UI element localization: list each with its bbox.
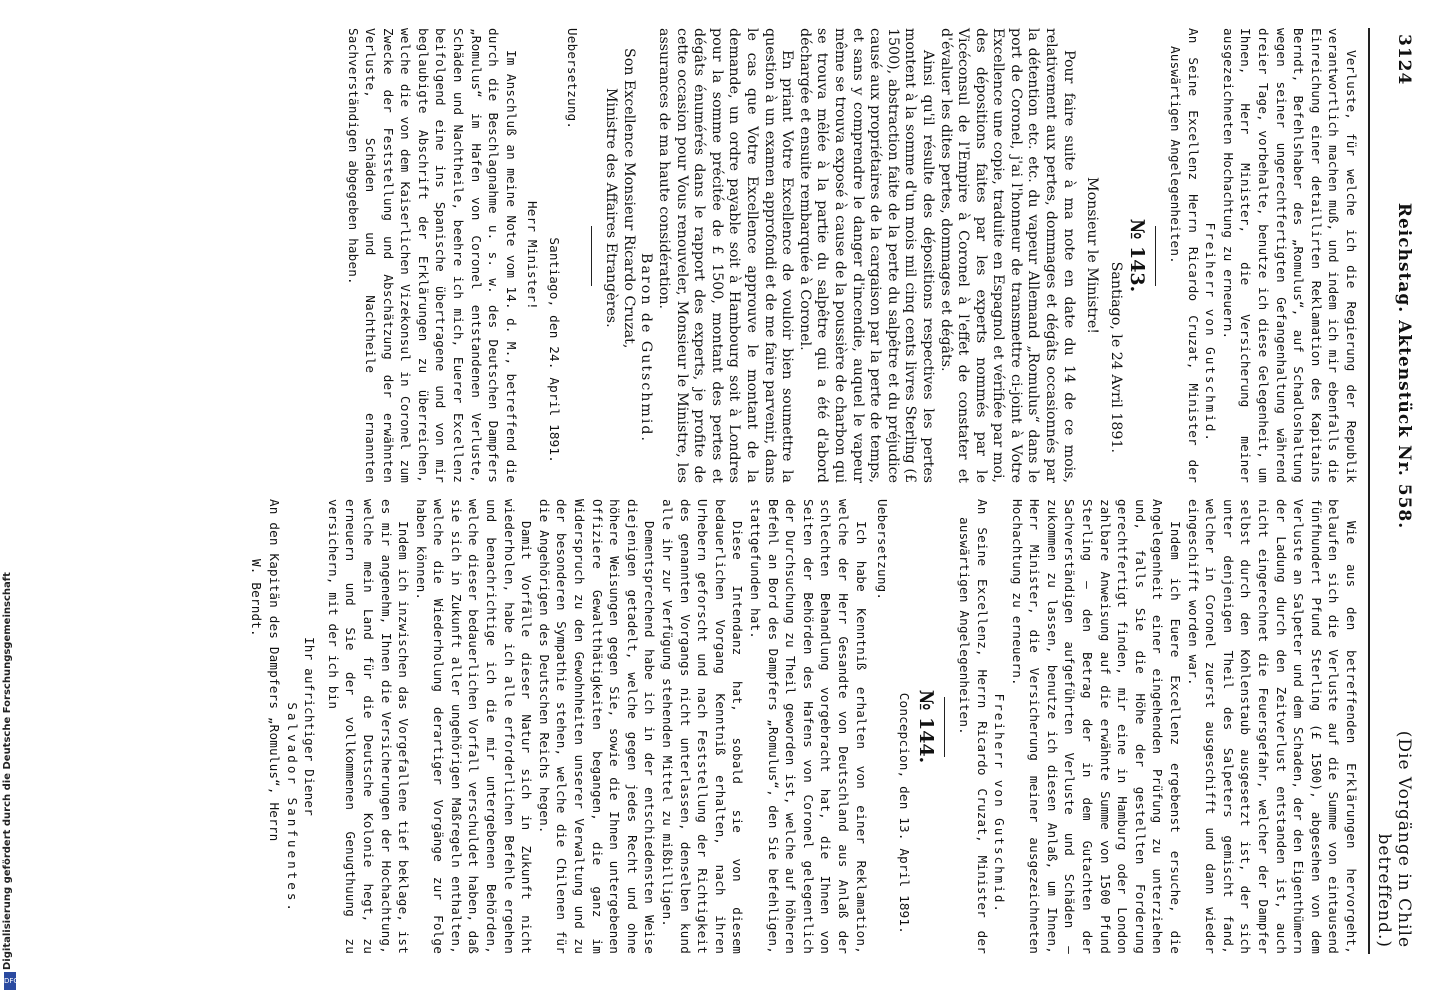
digitization-credit [2,572,19,990]
addressee: An den Kapitän des Dampfers „Romulus“, Herrn [266,499,282,842]
page-header [1372,28,1414,954]
document-number: № 143. [1126,218,1149,293]
translation-heading: Uebersetzung. [875,499,891,601]
page-title: Reichstag. Aktenstück Nr. 558. [1394,202,1414,530]
paragraph: Ich habe Kenntniß erhalten von einer Reklamation, welche der Herr Gesandte von Deutschland aus Anlaß der schlechten Behandlung vorgebracht hat, die Ihnen von Seiten der Behörden des Hafens von Coronel gelegentlich der Durchsuchung zu Theil geworden ist, welche auf höheren Befehl an Bord des Dampfers „Romulus“, den Sie befehligen, stattgefunden hat. [748,499,869,954]
signature: Freiherr von Gutschmid. [992,693,1008,914]
date-line: Concepcion, den 13. April 1891. [896,692,912,934]
paragraph: Ainsi qu'il résulte des dépositions respectives les pertes montent à la somme d'un mois mil cinq cents livres Sterling (£ 1500), abstraction faite de la perte du salpêtre et du préjudice causé aux propriétaires de la cargaison par la perte de temps, et sans y comprendre le danger d'incendie, auquel le vapeur même se trouva exposé à cause de la poussière de charbon qui se trouva mêlée à la partie du salpêtre qui a été d'abord déchargée et ensuite rembarquée à Coronel. [796,28,936,483]
running-head: (Die Vorgänge in Chile betreffend.) [1374,730,1414,948]
text-columns [248,28,1360,954]
paragraph: Indem ich inzwischen das Vorgefallene tief beklage, ist es mir angenehm, Ihnen die Versicherungen der Hochachtung, welche mein Land für die Deutsche Kolonie hegt, zu erneuern und Sie der vollkommenen Genugthuung zu versichern, mit der ich bin [325,499,412,954]
dfg-logo-icon: DFG [4,972,16,990]
paragraph: En priant Votre Excellence de vouloir bien soumettre la question à un examen approfondi et de me faire parvenir, dans le cas que Votre Excellence approuve le montant de la demande, un ordre payable soit à Hambourg soit à Londres pour la somme précitée de £ 1500, montant des pertes et dégâts énumérés dans le rapport des experts, je profite de cette occasion pour Vous renouveler, Monsieur le Ministre, les assurances de ma haute considération. [656,28,796,483]
paragraph: Verluste, für welche ich die Regierung der Republik verantwortlich machen muß, und indem ich mir ebenfalls die Einreichung einer detaillirten Reklamation des Kapitains Berndt, Befehlshaber des „Romulus“, auf Schadloshaltung wegen seiner ungerechtfertigten Gefangenhaltung während dreier Tage, vorbehalte, benutze ich diese Gelegenheit, um Ihnen, Herr Minister, die Versicherung meiner ausgezeichneten Hochachtung zu erneuern. [1220,28,1359,483]
date-line: Santiago, den 24. April 1891. [547,237,563,463]
paragraph: Im Anschluß an meine Note vom 14. d. M., betreffend die durch die Beschlagnahme u. s. w. des Deutschen Dampfers „Romulus“ im Hafen von Coronel entstandenen Verluste, Schäden und Nachtheile, beehre ich mich, Euerer Excellenz beifolgend eine ins Spanische übertragene und von mir beglaubigte Abschrift der Erklärungen zu überreichen, welche die von dem Kaiserlichen Vizekonsul in Coronel zum Zwecke der Feststellung und Abschätzung der erwähnten Verluste, Schäden und Nachtheile ernannten Sachverständigen abgegeben haben. [345,28,519,483]
header-rule [1368,28,1370,954]
right-column [248,499,1360,954]
addressee: An Seine Excellenz, Herrn Ricardo Cruzat, Minister der auswärtigen Angelegenheiten. [956,499,990,954]
section-divider [591,226,592,286]
salutation: Herr Minister! [525,201,541,310]
section-divider [1155,226,1156,286]
paragraph: Pour faire suite à ma note en date du 14 de ce mois, relativement aux pertes, dommages et dégâts occasionnés par la détention etc. etc. du vapeur Allemand „Romulus“ dans le port de Coronel, j'ai l'honneur de transmettre ci-joint à Votre Excellence une copie, traduite en Espagnol et vérifiée par moi, des dépositions faites par les experts nommés par le Vicéconsul de l'Empire à Coronel à l'effet de constater et d'évaluer les dites pertes, dommages et dégâts. [937,28,1077,483]
date-line: Santiago, le 24 Avril 1891. [1107,261,1124,453]
closing-line: Ihr aufrichtiger Diener [302,637,318,816]
paragraph: Damit Vorfälle dieser Natur sich in Zukunft nicht wiederholen, habe ich alle erforderlichen Befehle ergehen und benachrichtige ich die mir untergebenen Behörden, welche dieser bedauerlichen Vorfall verschuldet haben, daß sie sich in Zukunft aller ungehörigen Maßregeln enthalten, welche die Wiederholung derartiger Vorgänge zur Folge haben können. [413,499,535,954]
salutation: Monsieur le Ministre! [1084,177,1101,334]
paragraph: Dementsprechend habe ich in der entschiedensten Weise diejenigen getadelt, welche gegen jedes Recht und ohne höhere Weisungen gegen Sie, sowie die Ihnen untergebenen Offiziere Gewaltthätigkeiten begangen, die ganz im Widerspruch zu den Gewohnheiten unserer Verwaltung und zu der besonderen Sympathie stehen, welche die Chilenen für die Angehörigen des Deutschen Reichs hegen. [536,499,658,954]
paragraph: Wie aus den betreffenden Erklärungen hervorgeht, belaufen sich die Verluste auf die Summe von eintausend fünfhundert Pfund Sterling (£ 1500), abgesehen von dem Verluste an Salpeter und dem Schaden, der den Eigenthümern der Ladung durch den Zeitverlust entstanden ist, auch nicht eingerechnet die Feuersgefahr, welcher der Dampfer selbst durch den Kohlenstaub ausgesetzt ist, der sich unter denjenigen Theil des Salpeters gemischt fand, welcher in Coronel zuerst ausgeschifft und dann wieder eingeschifft worden war. [1185,499,1359,954]
left-column [248,28,1360,483]
addressee-name: W. Berndt. [249,559,265,637]
section-divider [944,697,945,757]
addressee-title: Ministre des Affaires Etrangères. [603,88,620,328]
addressee: Son Excellence Monsieur Ricardo Cruzat, [620,48,637,349]
signature: Salvador Sanfuentes. [284,702,300,914]
paragraph: Diese Intendanz hat, sobald sie von diesem bedauerlichen Vorgang Kenntniß erhalten, nach ihren Urhebern geforscht und nach Feststellung der Richtigkeit des genannten Vorgangs nicht unterlassen, denselben kund alle ihr zur Verfügung stehenden Mittel zu mißbilligen. [660,499,746,954]
page-number: 3124 [1394,34,1414,86]
addressee: An Seine Excellenz Herrn Ricardo Cruzat, Minister der Auswärtigen Angelegenheiten. [1168,28,1201,483]
signature: Baron de Gutschmid. [638,253,655,443]
credit-text: Digitalisierung gefördert durch die Deutsche Forschungsgemeinschaft [2,572,13,970]
document-number: № 144. [915,689,938,764]
translation-heading: Uebersetzung. [564,28,580,130]
paragraph: Indem ich Euere Excellenz ergebenst ersuche, die Angelegenheit einer eingehenden Prüfung zu unterziehen und, falls Sie die Höhe der gestellten Forderung gerechtfertigt finden, mir eine in Hamburg oder London zahlbare Anweisung auf die erwähnte Summe von 1500 Pfund Sterling — den Betrag der in dem Gutachten der Sachverständigen aufgeführten Verluste und Schäden — zukommen zu lassen, benutze ich diesen Anlaß, um Ihnen, Herr Minister, die Versicherung meiner ausgezeichneten Hochachtung zu erneuern. [1009,499,1184,954]
signature: Freiherr von Gutschmid. [1203,222,1219,443]
